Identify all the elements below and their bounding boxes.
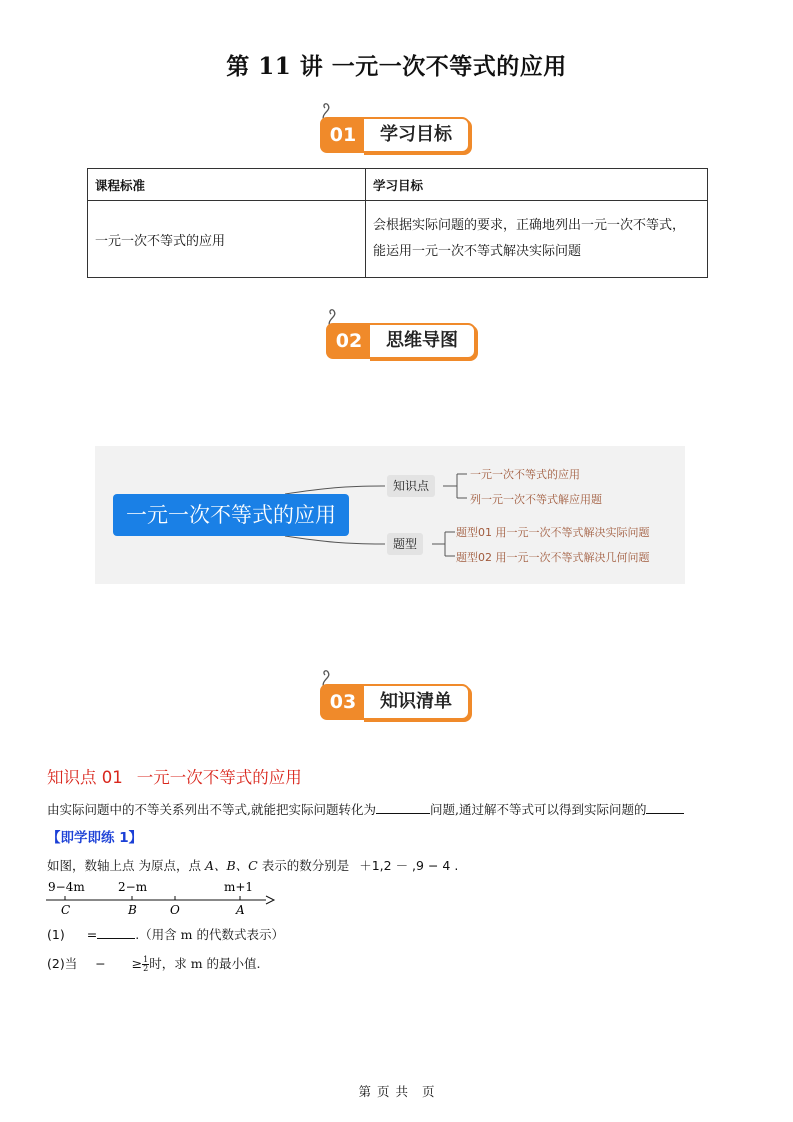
mind-map-leaf: 列一元一次不等式解应用题 (470, 493, 602, 506)
practice-heading: 【即学即练 1】 (47, 830, 143, 846)
fill-blank[interactable] (646, 801, 684, 814)
fill-blank[interactable] (97, 926, 135, 939)
practice-intro-text: 表示的数分别是 (261, 858, 350, 873)
arrow-right-icon (266, 896, 274, 904)
knowledge-point-name: 一元一次不等式的应用 (136, 768, 302, 787)
table-cell-standard: 一元一次不等式的应用 (88, 201, 366, 278)
page-footer (0, 1082, 793, 1100)
question-text: .（用含 m 的代数式表示） (135, 927, 284, 942)
mind-map-branch: 题型 (387, 533, 423, 555)
knowledge-point-title (47, 764, 302, 788)
section-label: 思维导图 (368, 323, 476, 359)
section-badge-02 (324, 307, 484, 357)
mind-map-leaf: 题型01 用一元一次不等式解决实际问题 (456, 526, 650, 539)
number-line-top-label: 9−4m (48, 880, 85, 894)
mind-map (95, 446, 685, 584)
goal-line: 能运用一元一次不等式解决实际问题 (373, 244, 582, 259)
section-number: 02 (326, 323, 372, 359)
number-line (44, 880, 276, 918)
knowledge-text-part: 由实际问题中的不等关系列出不等式,就能把实际问题转化为 (47, 802, 376, 817)
mind-map-leaf: 一元一次不等式的应用 (470, 468, 580, 481)
section-badge-03 (318, 668, 478, 718)
number-line-top-label: m+1 (224, 880, 254, 894)
fill-blank[interactable] (376, 801, 430, 814)
question-operator: − (95, 956, 106, 971)
number-line-point: B (128, 903, 137, 917)
section-label: 学习目标 (362, 117, 470, 153)
table-header: 学习目标 (366, 169, 708, 201)
section-label: 知识清单 (362, 684, 470, 720)
fraction-numerator: 1 (143, 955, 149, 964)
question-eq: = (86, 927, 98, 942)
number-line-top-label: 2−m (118, 880, 148, 894)
table-header-row (88, 169, 708, 201)
question-2 (47, 954, 261, 973)
page-title: 第 11 讲 一元一次不等式的应用 (226, 53, 567, 80)
section-badge-01 (318, 101, 478, 151)
question-operator: ≥ (131, 956, 143, 971)
fraction-denominator: 2 (143, 964, 149, 973)
question-text: 时，求 m 的最小值. (149, 956, 261, 971)
table-cell-goal (366, 201, 708, 278)
practice-intro-points: A、B、C (204, 858, 258, 873)
practice-intro-values: ＋1,2 － ,9 − 4 . (359, 858, 459, 873)
knowledge-point-label: 知识点 01 (47, 768, 123, 787)
mind-map-branch: 知识点 (387, 475, 435, 497)
number-line-point: A (236, 903, 245, 917)
practice-intro (47, 856, 458, 874)
footer-word: 页 (376, 1084, 390, 1099)
section-number: 01 (320, 117, 366, 153)
number-line-point: C (61, 903, 71, 917)
footer-word: 共 (395, 1084, 409, 1099)
table-row (88, 201, 708, 278)
table-header: 课程标准 (88, 169, 366, 201)
practice-intro-text: 如图，数轴上点 为原点，点 (47, 858, 201, 873)
footer-word: 页 (422, 1084, 435, 1099)
objectives-table (87, 168, 708, 278)
goal-line: 会根据实际问题的要求，正确地列出一元一次不等式， (373, 218, 686, 233)
question-1 (47, 925, 284, 943)
number-line-point: O (170, 903, 180, 917)
footer-word: 第 (358, 1084, 371, 1099)
question-number: (2)当 (47, 956, 78, 971)
section-number: 03 (320, 684, 366, 720)
mind-map-root: 一元一次不等式的应用 (113, 494, 349, 536)
knowledge-text-part: 问题,通过解不等式可以得到实际问题的 (429, 802, 647, 817)
mind-map-leaf: 题型02 用一元一次不等式解决几何问题 (456, 551, 650, 564)
question-number: (1) (47, 927, 65, 942)
knowledge-text (47, 800, 684, 818)
